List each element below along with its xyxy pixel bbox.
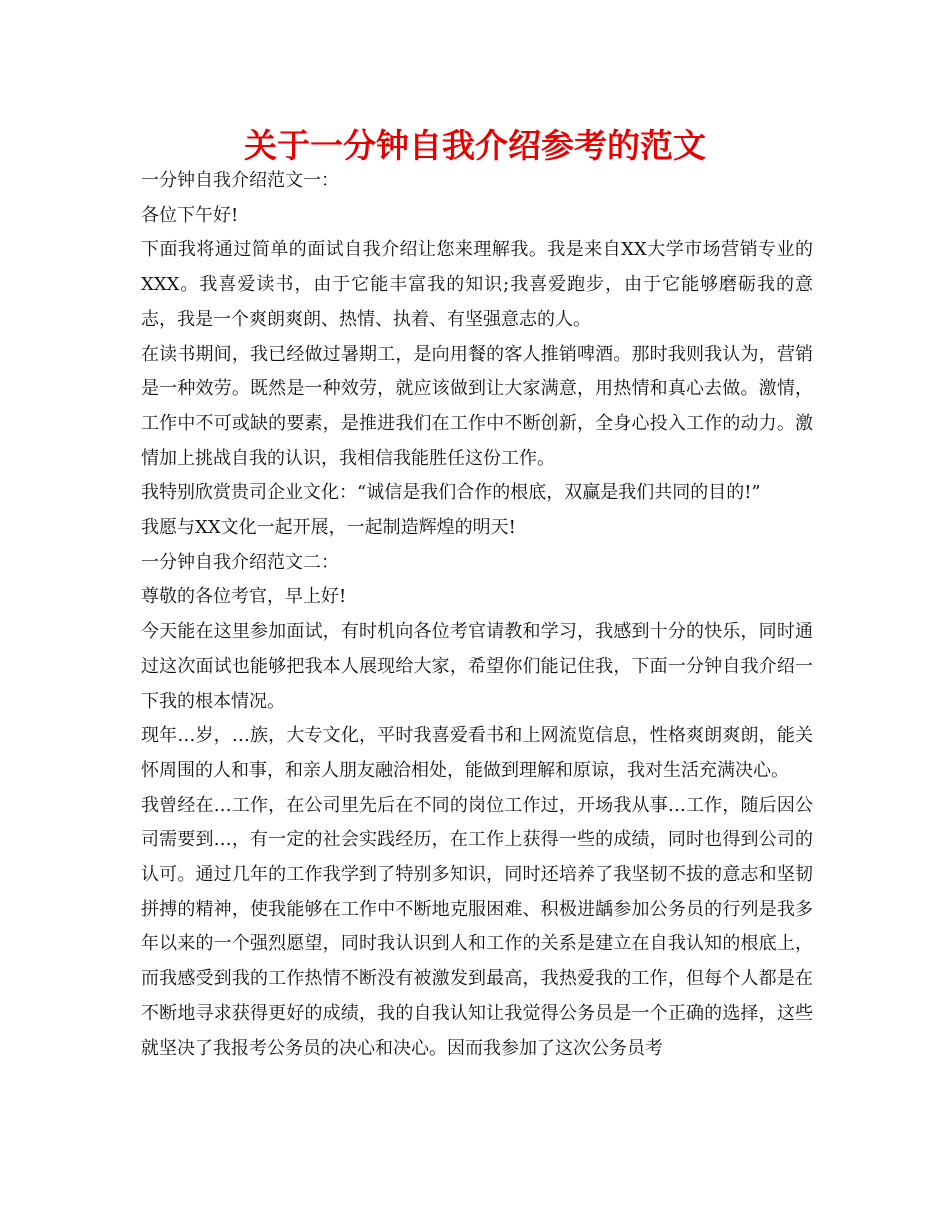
- paragraph: 我曾经在…工作，在公司里先后在不同的岗位工作过，开场我从事…工作，随后因公司需要到…，有一定的社会实践经历，在工作上获得一些的成绩，同时也得到公司的认可。通过几年的工作我学到了特别多知识，同时还培养了我坚韧不拔的意志和坚韧拼搏的精神，使我能够在工作中不断地克服困难、积极进龋参加公务员的行列是我多年以来的一个强烈愿望，同时我认识到人和工作的关系是建立在自我认知的根底上，而我感受到我的工作热情不断没有被激发到最高，我热爱我的工作，但每个人都是在不断地寻求获得更好的成绩，我的自我认知让我觉得公务员是一个正确的选择，这些就坚决了我报考公务员的决心和决心。因而我参加了这次公务员考: [141, 794, 813, 1059]
- document-title: 关于一分钟自我介绍参考的范文: [244, 126, 706, 165]
- paragraph: 一分钟自我介绍范文二：: [141, 551, 339, 573]
- paragraph: 我愿与XX文化一起开展，一起制造辉煌的明天!: [141, 517, 516, 539]
- paragraph: 现年…岁，…族，大专文化，平时我喜爱看书和上网流览信息，性格爽朗爽朗，能关怀周围的人和事，和亲人朋友融洽相处，能做到理解和原谅，我对生活充满决心。: [141, 725, 813, 781]
- paragraph: 各位下午好!: [141, 204, 239, 226]
- document-body: [141, 164, 813, 1066]
- paragraph: 今天能在这里参加面试，有时机向各位考官请教和学习，我感到十分的快乐，同时通过这次面试也能够把我本人展现给大家，希望你们能记住我，下面一分钟自我介绍一下我的根本情况。: [141, 621, 813, 712]
- paragraph: 我特别欣赏贵司企业文化：“诚信是我们合作的根底，双赢是我们共同的目的!”: [141, 482, 761, 504]
- paragraph: 下面我将通过简单的面试自我介绍让您来理解我。我是来自XX大学市场营销专业的XXX。我喜爱读书，由于它能丰富我的知识;我喜爱跑步，由于它能够磨砺我的意志，我是一个爽朗爽朗、热情、执着、有坚强意志的人。: [141, 239, 813, 330]
- paragraph: 一分钟自我介绍范文一：: [141, 170, 339, 191]
- paragraph: 尊敬的各位考官，早上好!: [141, 586, 347, 608]
- paragraph: 在读书期间，我已经做过暑期工，是向用餐的客人推销啤酒。那时我则我认为，营销是一种效劳。既然是一种效劳，就应该做到让大家满意，用热情和真心去做。激情，工作中不可或缺的要素，是推进我们在工作中不断创新，全身心投入工作的动力。激情加上挑战自我的认识，我相信我能胜任这份工作。: [141, 343, 813, 469]
